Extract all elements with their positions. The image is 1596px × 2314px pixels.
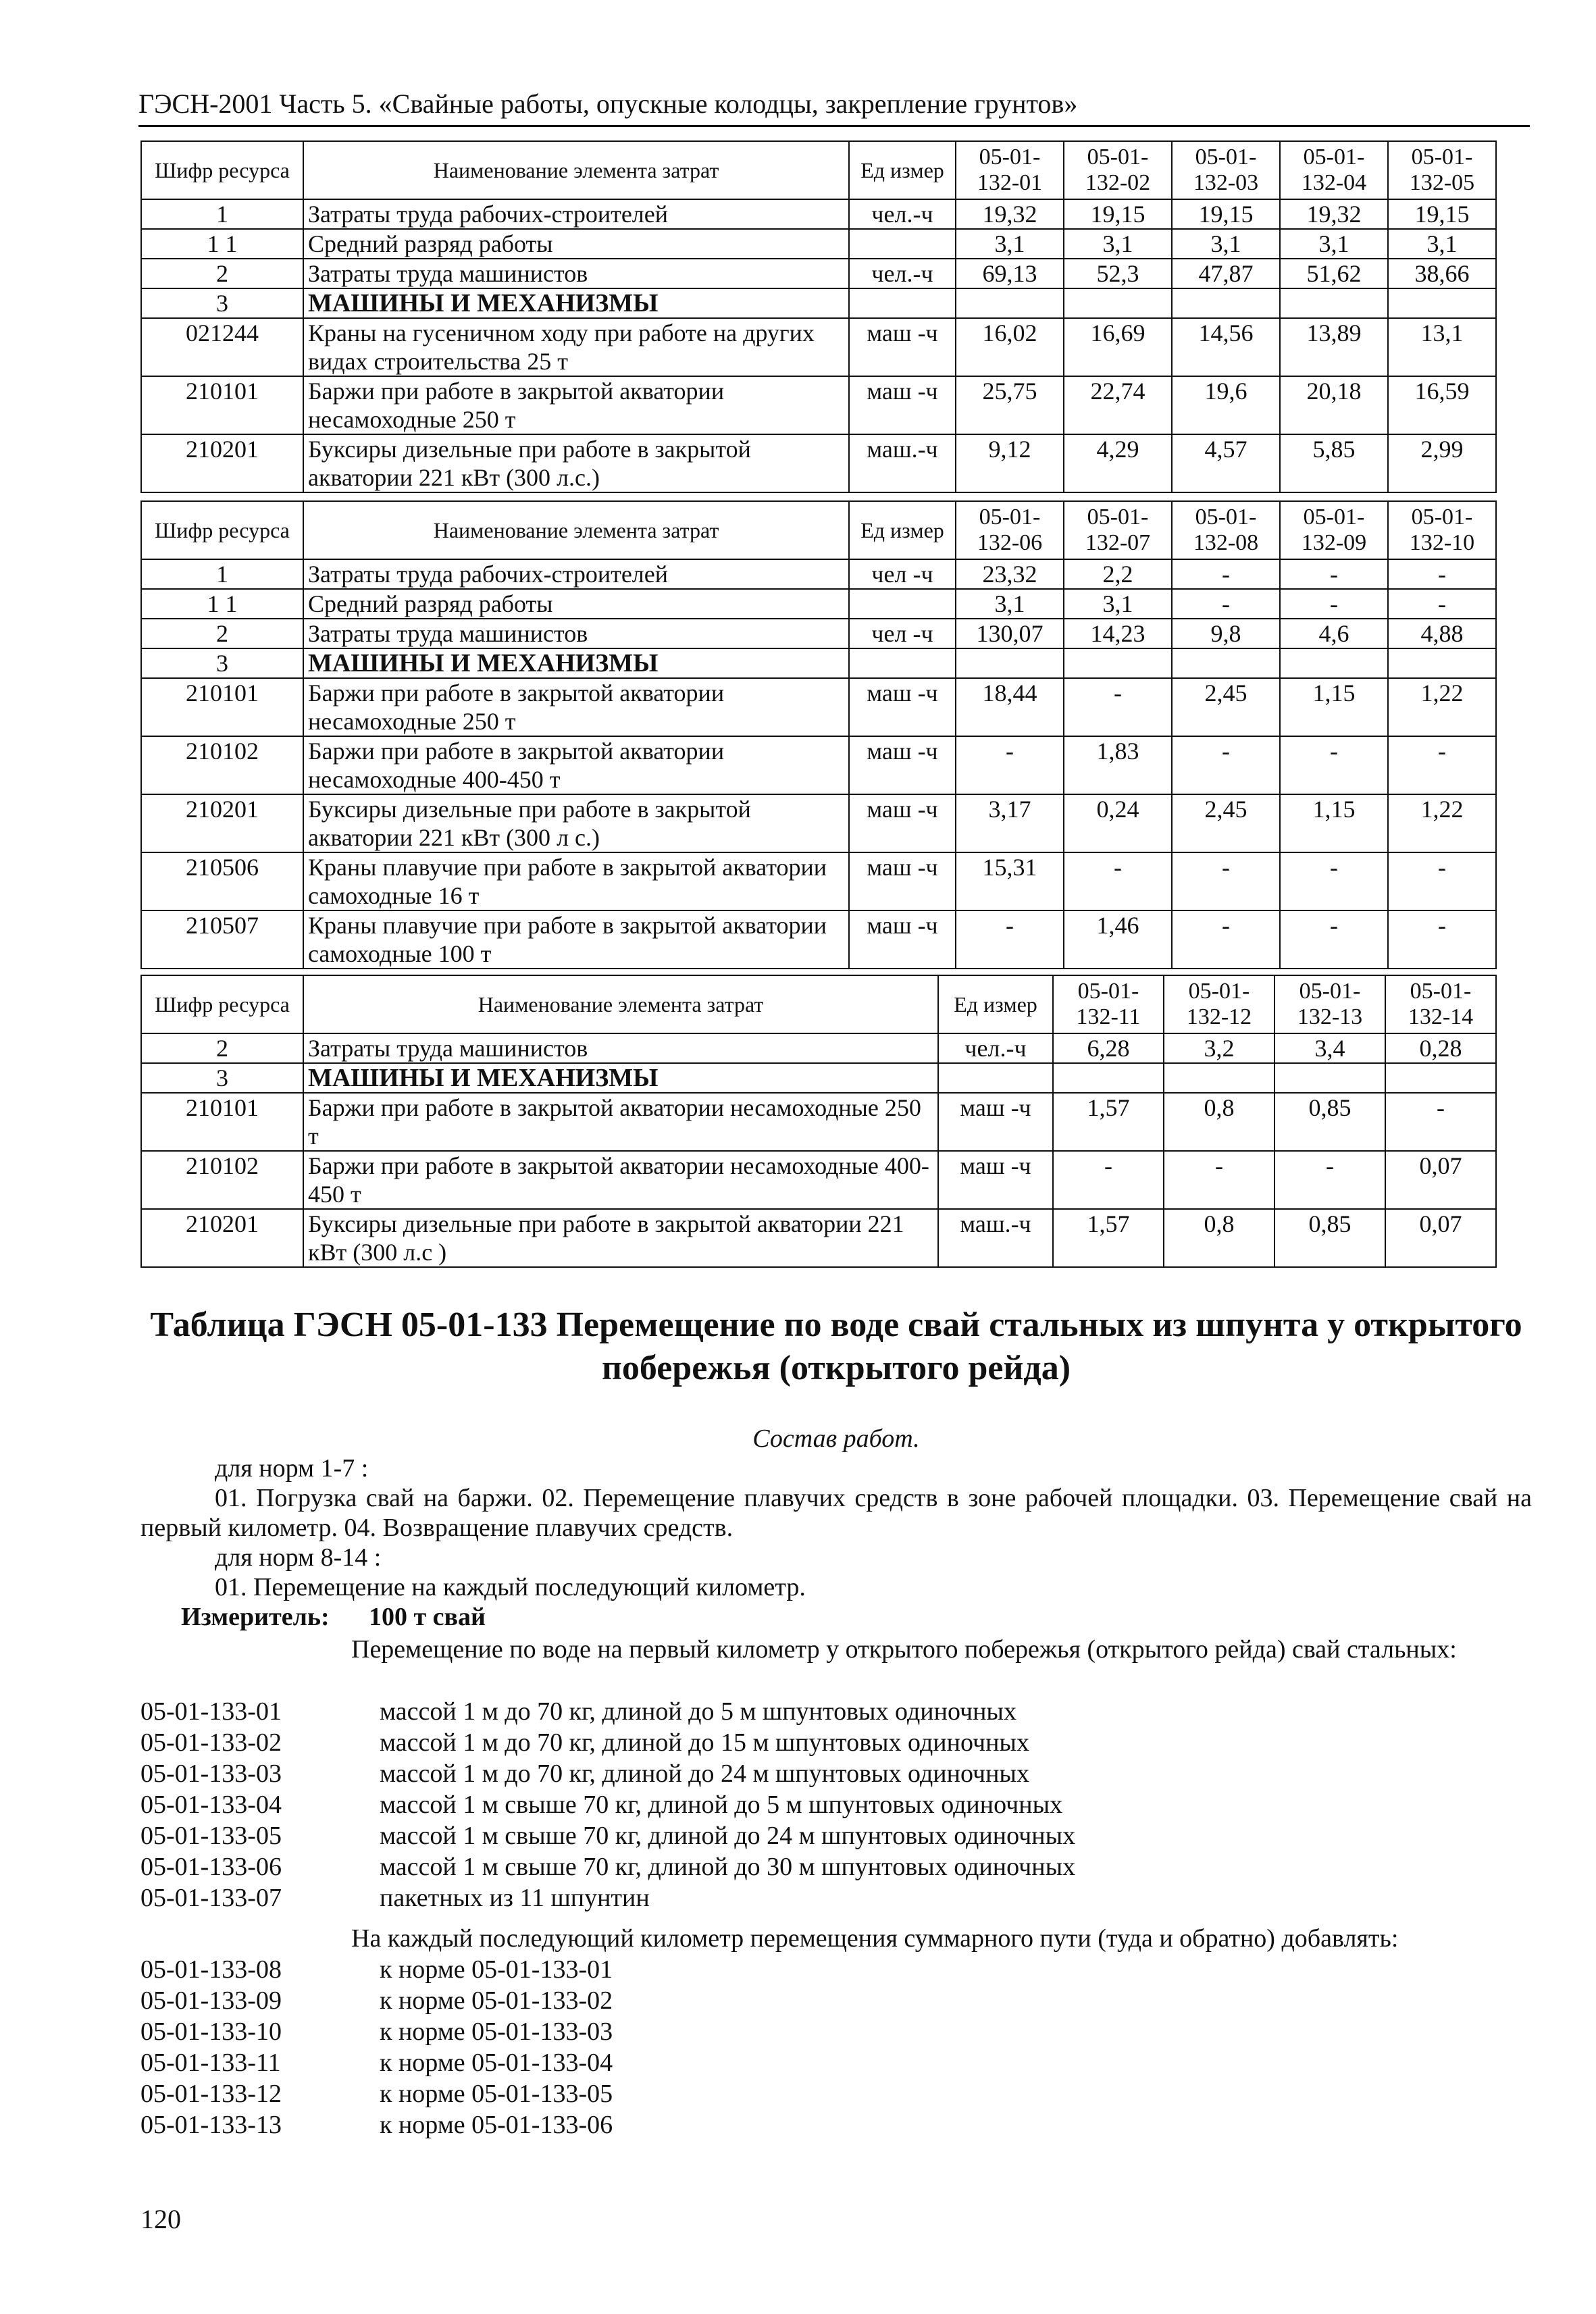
norm-value: 3,1 (1064, 589, 1172, 619)
resource-unit: маш.-ч (938, 1209, 1053, 1267)
norm-value: 0,85 (1275, 1093, 1385, 1151)
norm-code: 05-01-133-06 (140, 1853, 282, 1881)
resource-code: 210201 (141, 794, 303, 852)
norm-value: 0,8 (1164, 1093, 1275, 1151)
resource-unit: чел.-ч (849, 199, 956, 229)
resource-unit: маш -ч (849, 376, 956, 434)
norm-code: 05-01-133-10 (140, 2017, 282, 2046)
col-unit-header: Ед измер (938, 975, 1053, 1033)
resource-name: МАШИНЫ И МЕХАНИЗМЫ (303, 648, 849, 678)
norm-value: 20,18 (1280, 376, 1388, 434)
resource-name: МАШИНЫ И МЕХАНИЗМЫ (303, 288, 849, 318)
norm-value: 0,07 (1385, 1151, 1496, 1209)
norm-value: 19,6 (1172, 376, 1280, 434)
norm-value: 3,1 (956, 589, 1064, 619)
col-code-header: Шифр ресурса (141, 501, 303, 559)
norm-description: массой 1 м до 70 кг, длиной до 15 м шпунтовых одиночных (380, 1728, 1029, 1757)
table-row (141, 1093, 1496, 1151)
resource-table-3 (140, 975, 1497, 1268)
norm-value: - (1280, 736, 1388, 794)
table-row (141, 1151, 1496, 1209)
norm-value: - (1388, 559, 1496, 589)
table-row (141, 736, 1496, 794)
norm-value: 1,46 (1064, 910, 1172, 969)
norm-value: 3,1 (1280, 229, 1388, 259)
resource-unit: маш -ч (849, 852, 956, 910)
norm-col-header: 05-01-132-07 (1064, 501, 1172, 559)
work-composition-2: 01. Перемещение на каждый последующий километр. (215, 1573, 806, 1601)
table-row (141, 559, 1496, 589)
norm-value: - (1280, 559, 1388, 589)
resource-unit: маш.-ч (849, 434, 956, 492)
norm-value: - (1172, 910, 1280, 969)
norm-value: - (1388, 910, 1496, 969)
table-row (141, 1033, 1496, 1063)
norm-value: 1,15 (1280, 794, 1388, 852)
resource-code: 210101 (141, 1093, 303, 1151)
norm-value: - (1388, 589, 1496, 619)
resource-unit: чел.-ч (849, 259, 956, 288)
resource-code: 1 1 (141, 589, 303, 619)
resource-unit (849, 288, 956, 318)
page-header: ГЭСН-2001 Часть 5. «Свайные работы, опускные колодцы, закрепление грунтов» (138, 88, 1530, 127)
norm-value (1172, 288, 1280, 318)
norm-value: 3,17 (956, 794, 1064, 852)
norm-col-header: 05-01-132-02 (1064, 141, 1172, 199)
norm-code: 05-01-133-12 (140, 2080, 282, 2108)
norm-value: 3,1 (956, 229, 1064, 259)
table-title: Таблица ГЭСН 05-01-133 Перемещение по воде свай стальных из шпунта у открытого побережья (открытого рейда) (150, 1306, 1522, 1387)
norm-value: 3,1 (1388, 229, 1496, 259)
norm-value: 0,07 (1385, 1209, 1496, 1267)
norm-col-header: 05-01-132-08 (1172, 501, 1280, 559)
norm-value (1280, 288, 1388, 318)
resource-code: 210101 (141, 376, 303, 434)
resource-name: Буксиры дизельные при работе в закрытой акватории 221 кВт (300 л с.) (303, 794, 849, 852)
resource-name: Баржи при работе в закрытой акватории несамоходные 250 т (303, 678, 849, 736)
norm-description: к норме 05-01-133-04 (380, 2049, 613, 2077)
norm-col-header: 05-01-132-11 (1053, 975, 1164, 1033)
norm-value: 47,87 (1172, 259, 1280, 288)
norm-value (1064, 288, 1172, 318)
table-row (141, 852, 1496, 910)
col-code-header: Шифр ресурса (141, 975, 303, 1033)
meter-label: Измеритель: (181, 1603, 330, 1631)
norm-value: 1,22 (1388, 794, 1496, 852)
resource-name: Баржи при работе в закрытой акватории несамоходные 400-450 т (303, 1151, 938, 1209)
norm-value (956, 288, 1064, 318)
norm-value: 14,56 (1172, 318, 1280, 376)
resource-code: 3 (141, 648, 303, 678)
norm-value: - (1385, 1093, 1496, 1151)
norm-value: 0,24 (1064, 794, 1172, 852)
resource-code: 1 (141, 199, 303, 229)
norm-description: массой 1 м до 70 кг, длиной до 5 м шпунтовых одиночных (380, 1697, 1016, 1726)
norm-value: 18,44 (956, 678, 1064, 736)
table-row (141, 376, 1496, 434)
table-row (141, 619, 1496, 648)
norm-code: 05-01-133-09 (140, 1986, 282, 2015)
norm-value: - (1172, 559, 1280, 589)
norm-description: массой 1 м до 70 кг, длиной до 24 м шпунтовых одиночных (380, 1759, 1029, 1788)
norm-col-header: 05-01-132-14 (1385, 975, 1496, 1033)
norm-value: 13,1 (1388, 318, 1496, 376)
table-row (141, 648, 1496, 678)
table-row (141, 318, 1496, 376)
table-row (141, 794, 1496, 852)
composition-heading: Состав работ. (752, 1424, 920, 1453)
table-row (141, 288, 1496, 318)
resource-unit: маш -ч (938, 1093, 1053, 1151)
norm-value: 5,85 (1280, 434, 1388, 492)
resource-code: 2 (141, 259, 303, 288)
norm-description: к норме 05-01-133-06 (380, 2111, 613, 2139)
norm-value: 1,57 (1053, 1209, 1164, 1267)
norm-code: 05-01-133-07 (140, 1884, 282, 1912)
norm-value: 1,22 (1388, 678, 1496, 736)
resource-code: 1 1 (141, 229, 303, 259)
norm-value: 38,66 (1388, 259, 1496, 288)
resource-code: 1 (141, 559, 303, 589)
resource-code: 3 (141, 288, 303, 318)
norm-value: 19,15 (1064, 199, 1172, 229)
norm-col-header: 05-01-132-13 (1275, 975, 1385, 1033)
norm-description: к норме 05-01-133-01 (380, 1955, 613, 1984)
norm-value: 3,2 (1164, 1033, 1275, 1063)
norm-value (1388, 648, 1496, 678)
norm-value: - (1388, 852, 1496, 910)
norm-value (1053, 1063, 1164, 1093)
table-row (141, 589, 1496, 619)
norm-value: - (1172, 736, 1280, 794)
resource-code: 021244 (141, 318, 303, 376)
norm-value (956, 648, 1064, 678)
resource-unit: маш -ч (849, 910, 956, 969)
resource-unit: маш -ч (849, 794, 956, 852)
resource-unit: чел -ч (849, 559, 956, 589)
norm-value: 16,69 (1064, 318, 1172, 376)
norm-code: 05-01-133-02 (140, 1728, 282, 1757)
norm-description: к норме 05-01-133-02 (380, 1986, 613, 2015)
resource-code: 210201 (141, 434, 303, 492)
norms-range-2: для норм 8-14 : (215, 1543, 382, 1572)
norm-value: 3,1 (1064, 229, 1172, 259)
norm-value (1280, 648, 1388, 678)
norm-value: 19,15 (1172, 199, 1280, 229)
resource-code: 210102 (141, 1151, 303, 1209)
resource-name: Буксиры дизельные при работе в закрытой акватории 221 кВт (300 л.с ) (303, 1209, 938, 1267)
col-name-header: Наименование элемента затрат (303, 975, 938, 1033)
norm-value (1388, 288, 1496, 318)
col-code-header: Шифр ресурса (141, 141, 303, 199)
norm-value: - (1388, 736, 1496, 794)
norm-description: массой 1 м свыше 70 кг, длиной до 30 м шпунтовых одиночных (380, 1853, 1076, 1881)
norms-range-1: для норм 1-7 : (215, 1454, 369, 1483)
resource-name: Буксиры дизельные при работе в закрытой акватории 221 кВт (300 л.с.) (303, 434, 849, 492)
norm-code: 05-01-133-01 (140, 1697, 282, 1726)
norm-value: 1,15 (1280, 678, 1388, 736)
resource-name: Затраты труда машинистов (303, 619, 849, 648)
norm-value: - (1172, 852, 1280, 910)
norm-value: 25,75 (956, 376, 1064, 434)
norm-value: - (1280, 910, 1388, 969)
norm-value: 51,62 (1280, 259, 1388, 288)
resource-unit: чел.-ч (938, 1033, 1053, 1063)
norm-description: массой 1 м свыше 70 кг, длиной до 5 м шпунтовых одиночных (380, 1791, 1063, 1819)
resource-unit: маш -ч (849, 678, 956, 736)
norm-value: 130,07 (956, 619, 1064, 648)
col-name-header: Наименование элемента затрат (303, 501, 849, 559)
norm-value: 4,6 (1280, 619, 1388, 648)
resource-unit (938, 1063, 1053, 1093)
norm-value (1064, 648, 1172, 678)
norm-code: 05-01-133-11 (140, 2049, 281, 2077)
norm-description: к норме 05-01-133-05 (380, 2080, 613, 2108)
norm-value: 4,88 (1388, 619, 1496, 648)
norm-col-header: 05-01-132-03 (1172, 141, 1280, 199)
norm-value: 9,8 (1172, 619, 1280, 648)
norm-value: 3,4 (1275, 1033, 1385, 1063)
table-row (141, 259, 1496, 288)
norm-value: 0,8 (1164, 1209, 1275, 1267)
norm-value: 2,45 (1172, 678, 1280, 736)
resource-name: Затраты труда рабочих-строителей (303, 559, 849, 589)
norm-code: 05-01-133-13 (140, 2111, 282, 2139)
resource-code: 210506 (141, 852, 303, 910)
norm-value (1172, 648, 1280, 678)
resource-name: Баржи при работе в закрытой акватории несамоходные 400-450 т (303, 736, 849, 794)
norm-value: 4,29 (1064, 434, 1172, 492)
resource-name: Затраты труда рабочих-строителей (303, 199, 849, 229)
resource-name: Затраты труда машинистов (303, 259, 849, 288)
norm-code: 05-01-133-08 (140, 1955, 282, 1984)
table-row (141, 199, 1496, 229)
norm-value: 1,57 (1053, 1093, 1164, 1151)
norm-value (1164, 1063, 1275, 1093)
norm-value: 0,28 (1385, 1033, 1496, 1063)
norm-value: - (1053, 1151, 1164, 1209)
norm-value: 1,83 (1064, 736, 1172, 794)
norm-value: - (956, 736, 1064, 794)
norm-value: - (1064, 678, 1172, 736)
resource-code: 210201 (141, 1209, 303, 1267)
resource-unit: маш -ч (849, 736, 956, 794)
norm-col-header: 05-01-132-04 (1280, 141, 1388, 199)
norm-value: - (1164, 1151, 1275, 1209)
resource-name: Баржи при работе в закрытой акватории несамоходные 250 т (303, 376, 849, 434)
norm-value: - (1172, 589, 1280, 619)
norm-description: к норме 05-01-133-03 (380, 2017, 613, 2046)
resource-code: 3 (141, 1063, 303, 1093)
norm-value: 0,85 (1275, 1209, 1385, 1267)
norm-value: 3,1 (1172, 229, 1280, 259)
norm-code: 05-01-133-05 (140, 1822, 282, 1850)
col-name-header: Наименование элемента затрат (303, 141, 849, 199)
norm-col-header: 05-01-132-09 (1280, 501, 1388, 559)
norm-value: 16,59 (1388, 376, 1496, 434)
norm-col-header: 05-01-132-12 (1164, 975, 1275, 1033)
norm-value: 52,3 (1064, 259, 1172, 288)
table-row (141, 678, 1496, 736)
norm-col-header: 05-01-132-10 (1388, 501, 1496, 559)
table-row (141, 1063, 1496, 1093)
norm-description: массой 1 м свыше 70 кг, длиной до 24 м шпунтовых одиночных (380, 1822, 1076, 1850)
norm-code: 05-01-133-04 (140, 1791, 282, 1819)
resource-code: 210507 (141, 910, 303, 969)
resource-unit: маш -ч (849, 318, 956, 376)
resource-name: Средний разряд работы (303, 229, 849, 259)
resource-table-1 (140, 140, 1497, 493)
norm-value: - (1280, 589, 1388, 619)
resource-name: Краны плавучие при работе в закрытой акватории самоходные 100 т (303, 910, 849, 969)
norm-value (1385, 1063, 1496, 1093)
norm-value: 15,31 (956, 852, 1064, 910)
norm-value: - (956, 910, 1064, 969)
resource-code: 2 (141, 1033, 303, 1063)
resource-code: 210101 (141, 678, 303, 736)
resource-name: Краны плавучие при работе в закрытой акватории самоходные 16 т (303, 852, 849, 910)
table-row (141, 229, 1496, 259)
norm-value: 2,45 (1172, 794, 1280, 852)
resource-table-2 (140, 500, 1497, 969)
norm-description: пакетных из 11 шпунтин (380, 1884, 650, 1912)
norm-value: 2,2 (1064, 559, 1172, 589)
norm-value: 19,32 (1280, 199, 1388, 229)
resource-unit: чел -ч (849, 619, 956, 648)
norm-value: 9,12 (956, 434, 1064, 492)
norm-value: 14,23 (1064, 619, 1172, 648)
norms-intro-2: На каждый последующий километр перемещения суммарного пути (туда и обратно) добавлять: (351, 1924, 1399, 1953)
col-unit-header: Ед измер (849, 141, 956, 199)
work-composition-1: 01. Погрузка свай на баржи. 02. Перемещение плавучих средств в зоне рабочей площадки. 03. Перемещение свай на первый километр. 04. Возвращение плавучих средств. (140, 1484, 1532, 1542)
norm-value: - (1280, 852, 1388, 910)
norm-code: 05-01-133-03 (140, 1759, 282, 1788)
resource-unit (849, 229, 956, 259)
resource-name: Средний разряд работы (303, 589, 849, 619)
table-row (141, 910, 1496, 969)
resource-name: Затраты труда машинистов (303, 1033, 938, 1063)
norm-col-header: 05-01-132-06 (956, 501, 1064, 559)
norms-intro: Перемещение по воде на первый километр у открытого побережья (открытого рейда) свай стальных: (351, 1635, 1457, 1664)
norm-value: 23,32 (956, 559, 1064, 589)
resource-unit (849, 648, 956, 678)
resource-unit: маш -ч (938, 1151, 1053, 1209)
resource-name: Баржи при работе в закрытой акватории несамоходные 250 т (303, 1093, 938, 1151)
norm-col-header: 05-01-132-05 (1388, 141, 1496, 199)
norm-value: 16,02 (956, 318, 1064, 376)
norm-col-header: 05-01-132-01 (956, 141, 1064, 199)
resource-unit (849, 589, 956, 619)
resource-name: Краны на гусеничном ходу при работе на других видах строительства 25 т (303, 318, 849, 376)
norm-value: - (1275, 1151, 1385, 1209)
norm-value: 69,13 (956, 259, 1064, 288)
table-row (141, 1209, 1496, 1267)
norm-value: 13,89 (1280, 318, 1388, 376)
norm-value: 19,32 (956, 199, 1064, 229)
norm-value (1275, 1063, 1385, 1093)
table-row (141, 434, 1496, 492)
resource-code: 210102 (141, 736, 303, 794)
page-number: 120 (140, 2204, 181, 2234)
norm-value: 22,74 (1064, 376, 1172, 434)
norm-value: 19,15 (1388, 199, 1496, 229)
norm-value: 2,99 (1388, 434, 1496, 492)
norm-value: 4,57 (1172, 434, 1280, 492)
meter-value: 100 т свай (369, 1603, 486, 1631)
resource-code: 2 (141, 619, 303, 648)
col-unit-header: Ед измер (849, 501, 956, 559)
norm-value: 6,28 (1053, 1033, 1164, 1063)
resource-name: МАШИНЫ И МЕХАНИЗМЫ (303, 1063, 938, 1093)
norm-value: - (1064, 852, 1172, 910)
